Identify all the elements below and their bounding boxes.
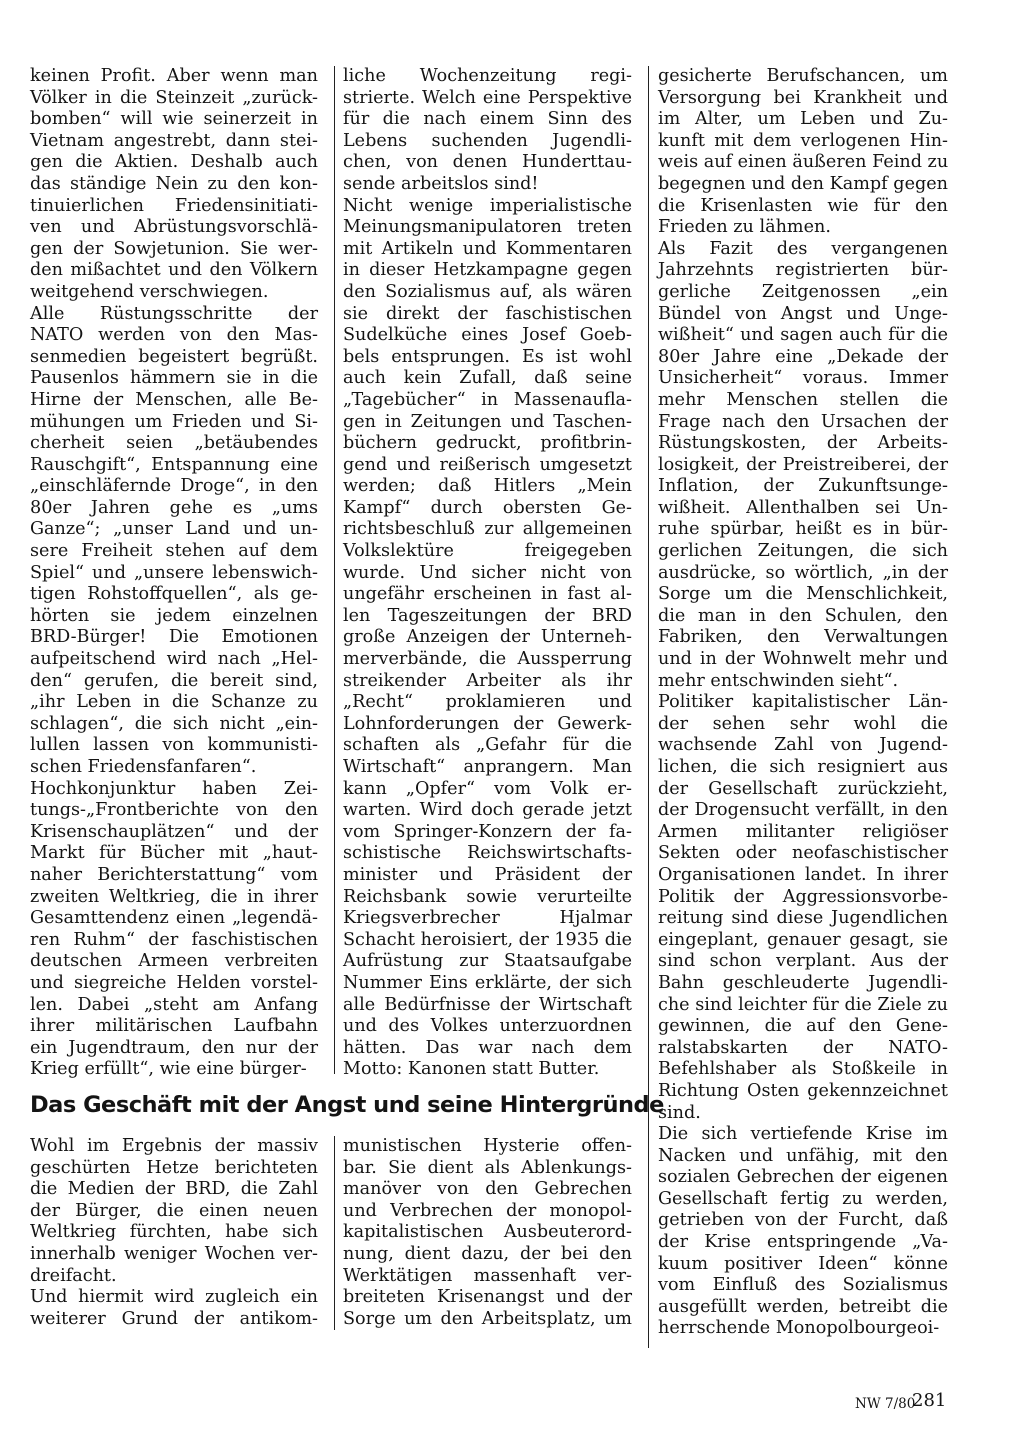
text-line: Und hiermit wird zugleich ein: [30, 1287, 318, 1308]
text-line: der sehen sehr wohl die: [658, 713, 948, 734]
text-line: sere Freiheit stehen auf dem: [30, 541, 318, 562]
text-line: Gesamttendenz einen „legendä-: [30, 908, 318, 929]
text-line: die Medien der BRD, die Zahl: [30, 1179, 318, 1200]
text-line: hätten. Das war nach dem: [343, 1037, 632, 1058]
text-line: ungefähr erscheinen in fast al-: [343, 584, 632, 605]
text-line: Inflation, der Zukunftsunge-: [658, 476, 948, 497]
text-line: Kampf“ durch obersten Ge-: [343, 497, 632, 518]
text-line: Reichsbank sowie verurteilte: [343, 886, 632, 907]
text-line: Krisenschauplätzen“ und der: [30, 821, 318, 842]
text-line: Lohnforderungen der Gewerk-: [343, 713, 632, 734]
text-line: Aufrüstung zur Staatsaufgabe: [343, 951, 632, 972]
text-line: Nummer Eins erklärte, der sich: [343, 972, 632, 993]
text-column-3: [658, 66, 948, 1340]
text-line: Hochkonjunktur haben Zei-: [30, 778, 318, 799]
text-line: Frage nach den Ursachen der: [658, 411, 948, 432]
text-line: Lebens suchenden Jugendli-: [343, 130, 632, 151]
text-line: lullen lassen von kommunisti-: [30, 735, 318, 756]
text-line: Frieden zu lähmen.: [658, 217, 831, 238]
text-line: der Krise entspringende „Va-: [658, 1232, 948, 1253]
text-line: kapitalistischen Ausbeuterord-: [343, 1222, 632, 1243]
text-line: wißheit. Allenthalben sei Un-: [658, 497, 948, 518]
text-line: Hirne der Menschen, alle Be-: [30, 389, 318, 410]
text-line: den mißachtet und den Völkern: [30, 260, 318, 281]
text-line: auch kein Zufall, daß seine: [343, 368, 632, 389]
text-line: Rauschgift“, Entspannung eine: [30, 454, 318, 475]
text-line: ren Ruhm“ der faschistischen: [30, 929, 318, 950]
text-line: tinuierlichen Friedensinitiati-: [30, 195, 318, 216]
text-line: aufpeitschend wird nach „Hel-: [30, 649, 318, 670]
text-line: und des Volkes unterzuordnen: [343, 1016, 632, 1037]
text-line: strierte. Welch eine Perspektive: [343, 87, 632, 108]
column-divider-bottom: [334, 1136, 335, 1330]
text-line: tungs-„Frontberichte von den: [30, 800, 318, 821]
text-line: große Anzeigen der Unterneh-: [343, 627, 632, 648]
text-line: den Sozialismus auf, als wären: [343, 281, 632, 302]
text-line: „Tagebücher“ in Massenaufla-: [343, 389, 632, 410]
text-line: breiteten Krisenangst und der: [343, 1287, 632, 1308]
text-line: Markt für Bücher mit „haut-: [30, 843, 318, 864]
text-column-1: [30, 66, 318, 1081]
text-line: im Alter, um Leben und Zu-: [658, 109, 948, 130]
text-line: ausdrücke, so wörtlich, „in der: [658, 562, 948, 583]
text-line: gewinnen, die auf den Gene-: [658, 1016, 948, 1037]
text-line: wißheit“ und sagen auch für die: [658, 325, 948, 346]
text-line: NATO werden von den Mas-: [30, 325, 318, 346]
text-line: Als Fazit des vergangenen: [658, 238, 948, 259]
text-line: naher Berichterstattung“ vom: [30, 864, 318, 885]
text-line: Wirtschaft“ anprangern. Man: [343, 757, 632, 777]
text-line: mühungen um Frieden und Si-: [30, 411, 318, 432]
page-number: 281: [912, 1390, 947, 1411]
column-divider-2: [648, 66, 649, 1348]
text-line: Wohl im Ergebnis der massiv: [30, 1136, 318, 1156]
text-line: bar. Sie dient als Ablenkungs-: [343, 1157, 632, 1178]
text-line: Sorge um die Menschlichkeit,: [658, 584, 948, 605]
text-line: in dieser Hetzkampagne gegen: [343, 260, 632, 281]
text-line: Politik der Aggressionsvorbe-: [658, 886, 948, 907]
text-line: Kriegsverbrecher Hjalmar: [343, 908, 632, 929]
text-line: gen der Sowjetunion. Sie wer-: [30, 238, 318, 259]
text-line: werden; daß Hitlers „Mein: [343, 476, 632, 497]
text-line: lichen, die sich resigniert aus: [658, 757, 948, 777]
text-line: Politiker kapitalistischer Län-: [658, 692, 948, 713]
text-line: Richtung Osten gekennzeichnet: [658, 1080, 948, 1101]
text-line: Jahrzehnts registrierten bür-: [658, 260, 948, 281]
text-line: warten. Wird doch gerade jetzt: [343, 800, 632, 821]
text-line: das ständige Nein zu den kon-: [30, 173, 318, 194]
text-line: Völker in die Steinzeit „zurück-: [30, 87, 318, 108]
text-line: gend und reißerisch umgesetzt: [343, 454, 632, 475]
text-line: Fabriken, den Verwaltungen: [658, 627, 948, 648]
text-line: gen in Zeitungen und Taschen-: [343, 411, 632, 432]
text-line: gerlichen Zeitungen, die sich: [658, 541, 948, 562]
text-line: nung, dient dazu, der bei den: [343, 1243, 632, 1264]
text-line: Rüstungskosten, der Arbeits-: [658, 433, 948, 454]
text-line: chen, von denen Hunderttau-: [343, 152, 632, 173]
text-line: sind schon verplant. Aus der: [658, 951, 948, 972]
text-column-2: [343, 66, 632, 1081]
text-line: herrschende Monopolbourgeoi-: [658, 1318, 940, 1339]
text-line: cherheit seien „betäubendes: [30, 433, 318, 454]
text-line: den“ gerufen, die bereit sind,: [30, 670, 318, 691]
text-line: sie direkt der faschistischen: [343, 303, 632, 324]
text-line: ausgefüllt werden, betreibt die: [658, 1296, 948, 1317]
text-line: minister und Präsident der: [343, 864, 632, 885]
text-line: Weltkrieg fürchten, habe sich: [30, 1222, 318, 1243]
text-line: schaften als „Gefahr für die: [343, 735, 632, 756]
text-line: der Bürger, die einen neuen: [30, 1200, 318, 1221]
text-line: liche Wochenzeitung regi-: [343, 66, 632, 86]
text-line: Befehlshaber als Stoßkeile in: [658, 1059, 948, 1080]
text-line: dreifacht.: [30, 1265, 117, 1286]
text-line: schen Friedensfanfaren“.: [30, 757, 257, 777]
text-line: für die nach einem Sinn des: [343, 109, 632, 130]
text-line: und siegreiche Helden vorstel-: [30, 972, 318, 993]
column-divider-1: [334, 66, 335, 1074]
text-line: Schacht heroisiert, der 1935 die: [343, 929, 633, 950]
text-line: tigen Rohstoffquellen“, als ge-: [30, 584, 318, 605]
text-line: Sudelküche eines Josef Goeb-: [343, 325, 632, 346]
text-line: streikender Arbeiter als ihr: [343, 670, 632, 691]
issue-reference: NW 7/80: [855, 1396, 916, 1412]
text-line: Pausenlos hämmern sie in die: [30, 368, 318, 389]
text-line: Ganze“; „unser Land und un-: [30, 519, 318, 540]
text-line: len. Dabei „steht am Anfang: [30, 994, 318, 1015]
text-line: senmedien begeistert begrüßt.: [30, 346, 318, 367]
text-line: büchern gedruckt, profitbrin-: [343, 433, 632, 454]
text-line: len Tageszeitungen der BRD: [343, 605, 632, 626]
text-line: gesicherte Berufschancen, um: [658, 66, 948, 86]
text-line: Gesellschaft fertig zu werden,: [658, 1188, 948, 1209]
text-line: sende arbeitslos sind!: [343, 173, 539, 194]
text-line: bomben“ will wie seinerzeit in: [30, 109, 318, 130]
text-line: Nacken und unfähig, mit den: [658, 1145, 948, 1166]
text-line: Vietnam angestrebt, dann stei-: [30, 130, 318, 151]
text-line: Nicht wenige imperialistische: [343, 195, 632, 216]
text-line: Krieg erfüllt“, wie eine bürger-: [30, 1059, 307, 1080]
bottom-text-column-2: [343, 1136, 632, 1330]
text-line: BRD-Bürger! Die Emotionen: [30, 627, 318, 648]
text-line: „Recht“ proklamieren und: [343, 692, 632, 713]
text-line: Die sich vertiefende Krise im: [658, 1124, 948, 1145]
text-line: vom Einfluß des Sozialismus: [658, 1275, 948, 1296]
text-line: wachsende Zahl von Jugend-: [658, 735, 948, 756]
text-line: schlagen“, die sich nicht „ein-: [30, 713, 318, 734]
text-line: Armen militanter religiöser: [658, 821, 948, 842]
text-line: kunft mit dem verlogenen Hin-: [658, 130, 948, 151]
text-line: Versorgung bei Krankheit und: [658, 87, 948, 108]
text-line: gerliche Zeitgenossen „ein: [658, 281, 948, 302]
text-line: innerhalb weniger Wochen ver-: [30, 1243, 318, 1264]
text-line: weiterer Grund der antikom-: [30, 1308, 318, 1329]
text-line: manöver von den Gebrechen: [343, 1179, 632, 1200]
text-line: der Drogensucht verfällt, in den: [658, 800, 948, 821]
text-line: kuum positiver Ideen“ könne: [658, 1253, 948, 1274]
text-line: Unsicherheit“ voraus. Immer: [658, 368, 948, 389]
text-line: Motto: Kanonen statt Butter.: [343, 1059, 600, 1080]
text-line: „einschläfernde Droge“, in den: [30, 476, 318, 497]
text-line: alle Bedürfnisse der Wirtschaft: [343, 994, 632, 1015]
text-line: Organisationen landet. In ihrer: [658, 864, 948, 885]
text-line: ruhe spürbar, heißt es in bür-: [658, 519, 948, 540]
text-line: und in der Wohnwelt mehr und: [658, 649, 948, 670]
text-line: sozialen Gebrechen der eigenen: [658, 1167, 948, 1188]
text-line: mehr entschwinden sieht“.: [658, 670, 899, 691]
text-line: hörten sie jedem einzelnen: [30, 605, 318, 626]
text-line: sind.: [658, 1102, 701, 1123]
text-line: Werktätigen massenhaft ver-: [343, 1265, 632, 1286]
text-line: 80er Jahre eine „Dekade der: [658, 346, 948, 367]
text-line: ralstabskarten der NATO-: [658, 1037, 948, 1058]
text-line: mit Artikeln und Kommentaren: [343, 238, 632, 259]
text-line: weitgehend verschwiegen.: [30, 281, 269, 302]
text-line: begegnen und den Kampf gegen: [658, 173, 948, 194]
text-line: eingeplant, genauer gesagt, sie: [658, 929, 948, 950]
text-line: und Verbrechen der monopol-: [343, 1200, 632, 1221]
text-line: Volkslektüre freigegeben: [343, 541, 632, 562]
text-line: Sekten oder neofaschistischer: [658, 843, 948, 864]
text-line: Bündel von Angst und Unge-: [658, 303, 948, 324]
text-line: bels entsprungen. Es ist wohl: [343, 346, 632, 367]
text-line: ihrer militärischen Laufbahn: [30, 1016, 318, 1037]
text-line: che sind leichter für die Ziele zu: [658, 994, 948, 1015]
text-line: Bahn geschleuderte Jugendli-: [658, 972, 948, 993]
text-line: die Krisenlasten wie für den: [658, 195, 948, 216]
text-line: vom Springer-Konzern der fa-: [343, 821, 632, 842]
text-line: mehr Menschen stellen die: [658, 389, 948, 410]
text-line: munistischen Hysterie offen-: [343, 1136, 632, 1156]
text-line: richtsbeschluß zur allgemeinen: [343, 519, 632, 540]
text-line: losigkeit, der Preistreiberei, der: [658, 454, 948, 475]
text-line: merverbände, die Aussperrung: [343, 649, 632, 670]
text-line: Sorge um den Arbeitsplatz, um: [343, 1308, 632, 1329]
text-line: die man in den Schulen, den: [658, 605, 948, 626]
section-heading: Das Geschäft mit der Angst und seine Hintergründe: [30, 1092, 664, 1118]
text-line: zweiten Weltkrieg, die in ihrer: [30, 886, 318, 907]
text-line: gen die Aktien. Deshalb auch: [30, 152, 318, 173]
text-line: keinen Profit. Aber wenn man: [30, 66, 318, 86]
text-line: geschürten Hetze berichteten: [30, 1157, 318, 1178]
text-line: weis auf einen äußeren Feind zu: [658, 152, 949, 173]
text-line: Alle Rüstungsschritte der: [30, 303, 318, 324]
text-line: schistische Reichswirtschafts-: [343, 843, 632, 864]
text-line: getrieben von der Furcht, daß: [658, 1210, 948, 1231]
text-line: deutschen Armeen verbreiten: [30, 951, 318, 972]
text-line: wurde. Und sicher nicht von: [343, 562, 632, 583]
text-line: ven und Abrüstungsvorschlä-: [30, 217, 318, 238]
bottom-text-column-1: [30, 1136, 318, 1330]
text-line: kann „Opfer“ vom Volk er-: [343, 778, 632, 799]
text-line: ein Jugendtraum, den nur der: [30, 1037, 318, 1058]
text-line: „ihr Leben in die Schanze zu: [30, 692, 318, 713]
text-line: reitung sind diese Jugendlichen: [658, 908, 948, 929]
text-line: Meinungsmanipulatoren treten: [343, 217, 632, 238]
text-line: Spiel“ und „unsere lebenswich-: [30, 562, 318, 583]
text-line: 80er Jahren gehe es „ums: [30, 497, 318, 518]
text-line: der Gesellschaft zurückzieht,: [658, 778, 948, 799]
